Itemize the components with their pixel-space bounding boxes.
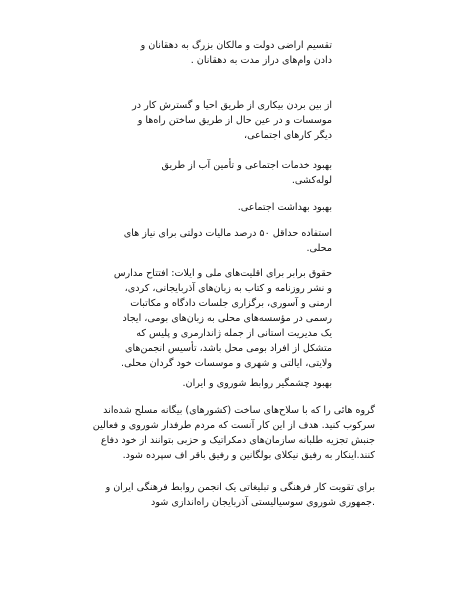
paragraph-social-services bbox=[162, 158, 332, 188]
paragraph-local-taxes bbox=[124, 226, 332, 256]
paragraph-armed-groups bbox=[93, 403, 375, 463]
text-line: تقسیم اراضی دولت و مالکان بزرگ به دهقانان و bbox=[140, 40, 332, 51]
paragraph-soviet-relations bbox=[183, 376, 333, 391]
text-line: برای تقویت کار فرهنگی و تبلیغاتی یک انجمن روابط فرهنگی ایران و bbox=[105, 482, 375, 493]
paragraph-cultural-society bbox=[106, 480, 375, 510]
text-line: دادن وام‌های دراز مدت به دهقانان . bbox=[190, 55, 332, 66]
text-line: موسسات و در عین حال از طریق ساختن راه‌ها و bbox=[137, 115, 332, 126]
text-line: یک مدیریت استانی از جمله ژاندارمری و پلیس که bbox=[136, 328, 332, 339]
text-line: گروه هائی را که با سلاح‌های ساخت (کشورهای) بیگانه مسلح شده‌اند bbox=[103, 405, 375, 416]
text-line: متشکل از افراد بومی محل باشد، تأسیس انجمن‌های bbox=[124, 343, 332, 354]
paragraph-public-health bbox=[238, 200, 332, 215]
paragraph-unemployment bbox=[132, 98, 332, 143]
text-line: رسمی در مؤسسه‌های محلی به زبان‌های بومی، ایجاد bbox=[122, 313, 332, 324]
text-line: لوله‌کشی. bbox=[291, 175, 332, 186]
text-line: دیگر کارهای اجتماعی، bbox=[243, 130, 332, 141]
text-line: بهبود بهداشت اجتماعی. bbox=[237, 202, 332, 213]
text-line: محلی. bbox=[306, 243, 332, 254]
text-line: استفاده حداقل ۵۰ درصد مالیات دولتی برای نیاز های bbox=[123, 228, 332, 239]
text-line: .جمهوری شوروی سوسیالیستی آذربایجان راه‌اندازی شود bbox=[151, 497, 375, 508]
text-line: و نشر روزنامه و کتاب به زبان‌های آذربایجانی، کردی، bbox=[124, 283, 332, 294]
text-line: حقوق برابر برای اقلیت‌های ملی و ایلات: افتتاح مدارس bbox=[113, 268, 332, 279]
text-line: از بین بردن بیکاری از طریق احیا و گسترش کار در bbox=[132, 100, 332, 111]
text-line: بهبود چشمگیر روابط شوروی و ایران. bbox=[182, 378, 332, 389]
text-line: جنبش تجزیه طلبانه سازمان‌های دمکراتیک و حزبی بتوانند از خود دفاع bbox=[100, 435, 375, 446]
text-line: ارمنی و آسوری، برگزاری جلسات دادگاه و مکاتبات bbox=[130, 298, 332, 309]
paragraph-land-distribution bbox=[141, 38, 332, 68]
text-line: ولایتی، ایالتی و شهری و موسسات خود گردان محلی. bbox=[121, 358, 332, 369]
text-line: کنند.اینکار به رفیق نیکلای بولگانین و رفیق باقر اف سپرده شود. bbox=[122, 450, 375, 461]
paragraph-minority-rights bbox=[114, 266, 332, 371]
text-line: بهبود خدمات اجتماعی و تأمین آب از طریق bbox=[161, 160, 332, 171]
text-line: سرکوب کنید. هدف از این کار آنست که مردم طرفدار شوروی و فعالین bbox=[92, 420, 375, 431]
